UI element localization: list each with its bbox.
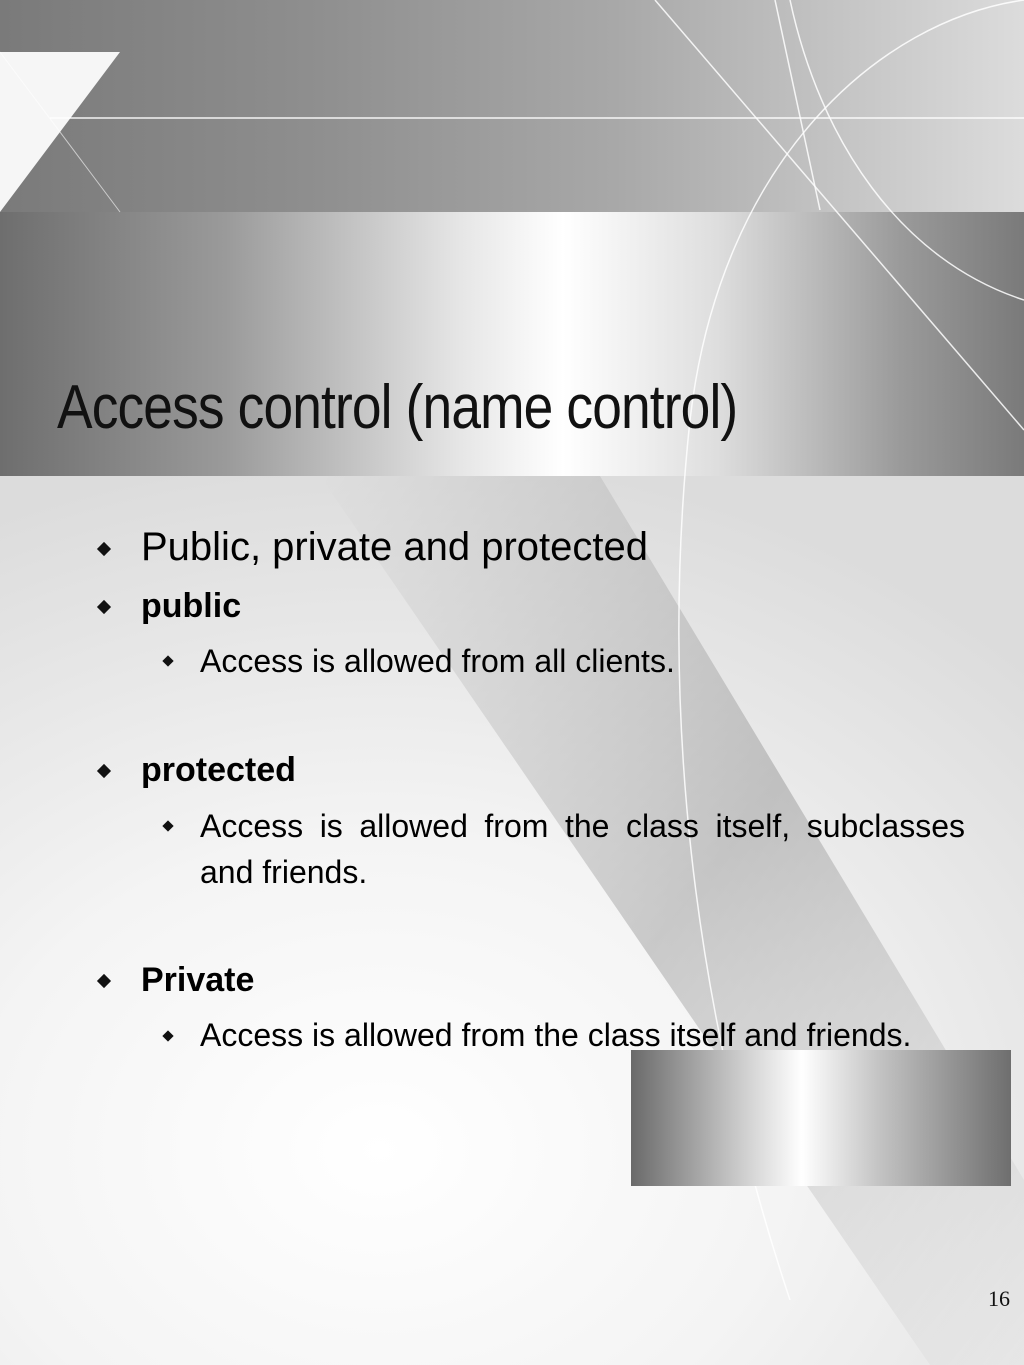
decorative-gradient-box	[631, 1050, 1011, 1186]
bullet-public-private-protected: Public, private and protected	[141, 525, 648, 569]
diagonal-shade	[320, 476, 1024, 1365]
bullet-protected: protected	[141, 751, 296, 789]
sub-bullet-private: Access is allowed from the class itself and friends.	[200, 1017, 912, 1053]
bullet-public: public	[141, 587, 242, 625]
slide-title: Access control (name control)	[57, 373, 738, 442]
bullet-private: Private	[141, 961, 255, 999]
page-number: 16	[988, 1286, 1010, 1311]
sub-bullet-protected: Access is allowed from the class itself, subclasses and friends.	[200, 808, 965, 890]
sub-bullet-public: Access is allowed from all clients.	[200, 643, 675, 679]
